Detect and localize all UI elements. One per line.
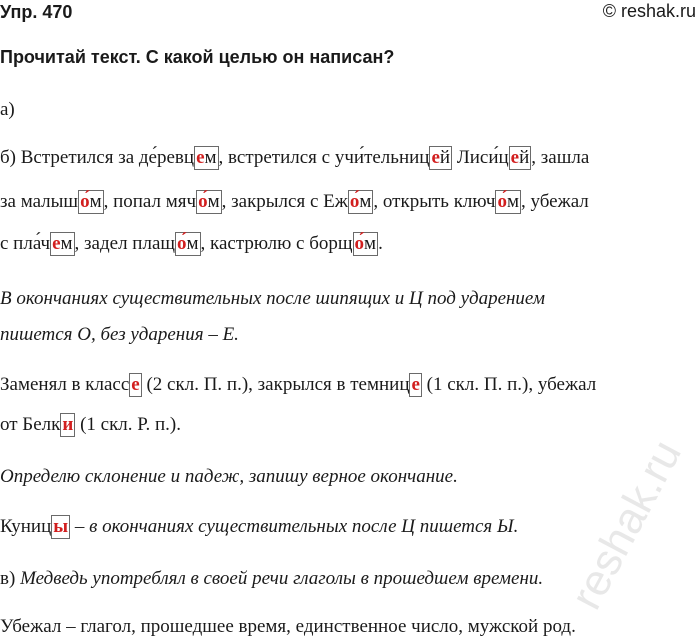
text-segment: Заменял в класс <box>0 374 130 395</box>
text-segment: от Белк <box>0 414 61 435</box>
text-segment: , закрылся с Еж <box>221 191 348 212</box>
ending-box <box>175 232 201 256</box>
part-b-line-3 <box>0 232 383 256</box>
text-segment: (1 скл. П. п.), убежал <box>421 374 597 395</box>
ending-letter: и <box>62 414 74 435</box>
text-segment: , встретился с учи́тельниц <box>218 147 430 168</box>
site-credit[interactable]: © reshak.ru <box>602 1 696 21</box>
ending-letter: е <box>431 147 440 168</box>
ending-rest: й <box>439 147 451 168</box>
examples-line-2 <box>0 413 181 437</box>
ending-letter: о́ <box>80 191 90 212</box>
ending-box <box>495 190 521 214</box>
ending-rest: м <box>364 233 377 254</box>
ending-box <box>129 373 141 397</box>
text-segment: , зашла <box>531 147 590 168</box>
text-segment: , убежал <box>520 191 589 212</box>
ending-box <box>409 373 421 397</box>
ending-letter: е <box>510 147 520 168</box>
ending-rest: м <box>60 233 73 254</box>
ending-letter: о́ <box>177 233 187 254</box>
ending-letter: ы <box>53 516 69 537</box>
part-c-label: в) <box>0 568 21 589</box>
ending-box <box>51 515 70 539</box>
text-segment: , открыть ключ <box>373 191 496 212</box>
text-segment: (2 скл. П. п.), закрылся в темниц <box>141 374 410 395</box>
text-segment: , кастрюлю с борщ <box>200 233 353 254</box>
part-b-line-1 <box>0 146 589 170</box>
ending-rest: м <box>89 191 102 212</box>
ending-box <box>509 146 532 170</box>
text-segment: Медведь употреблял в своей речи глаголы в прошедшем времени. <box>20 568 544 589</box>
exercise-number: Упр. 470 <box>0 2 73 22</box>
ending-letter: о́ <box>198 191 208 212</box>
ending-rest: м <box>207 191 220 212</box>
last-line: Убежал – глагол, прошедшее время, единственное число, мужской род. <box>0 616 576 637</box>
task-question: Прочитай текст. С какой целью он написан? <box>0 47 395 67</box>
ending-letter: о́ <box>349 191 360 212</box>
ending-box <box>196 190 222 214</box>
ending-rest: м <box>186 233 199 254</box>
ending-box <box>78 190 104 214</box>
ending-box <box>194 146 218 170</box>
text-segment: , попал мяч <box>103 191 197 212</box>
part-a-label: а) <box>0 99 15 120</box>
text-segment: за малыш <box>0 191 79 212</box>
rule-2: Определю склонение и падеж, запишу верное окончание. <box>0 466 458 487</box>
part-b-line-2 <box>0 190 589 214</box>
text-segment: в окончаниях существительных после Ц пишется Ы. <box>89 516 519 537</box>
rule-1-line-2: пишется О, без ударения – Е. <box>0 324 239 345</box>
examples-line-1 <box>0 373 596 397</box>
text-segment: с пла́ч <box>0 233 51 254</box>
ending-letter: е <box>131 374 140 395</box>
ending-box <box>50 232 74 256</box>
ending-box <box>60 413 75 437</box>
ending-box <box>348 190 374 214</box>
text-segment: б) Встретился за де́ревц <box>0 147 195 168</box>
text-segment: Куниц <box>0 516 52 537</box>
ending-letter: е <box>52 233 61 254</box>
kunica-line <box>0 515 518 539</box>
text-segment: (1 скл. Р. п.). <box>75 414 181 435</box>
ending-rest: м <box>204 147 217 168</box>
ending-letter: е <box>411 374 420 395</box>
ending-box <box>353 232 379 256</box>
ending-box <box>429 146 452 170</box>
text-segment: , задел плащ <box>74 233 176 254</box>
text-segment: – <box>70 516 90 537</box>
ending-rest: м <box>359 191 372 212</box>
text-segment: . <box>378 233 383 254</box>
part-c-line <box>0 567 543 591</box>
ending-letter: о́ <box>497 191 507 212</box>
watermark: reshak.ru <box>561 432 691 618</box>
text-segment: Лиси́ц <box>452 147 509 168</box>
ending-letter: о́ <box>354 233 365 254</box>
ending-rest: й <box>519 147 530 168</box>
rule-1-line-1: В окончаниях существительных после шипящих и Ц под ударением <box>0 288 546 309</box>
ending-rest: м <box>506 191 519 212</box>
ending-letter: е <box>196 147 205 168</box>
